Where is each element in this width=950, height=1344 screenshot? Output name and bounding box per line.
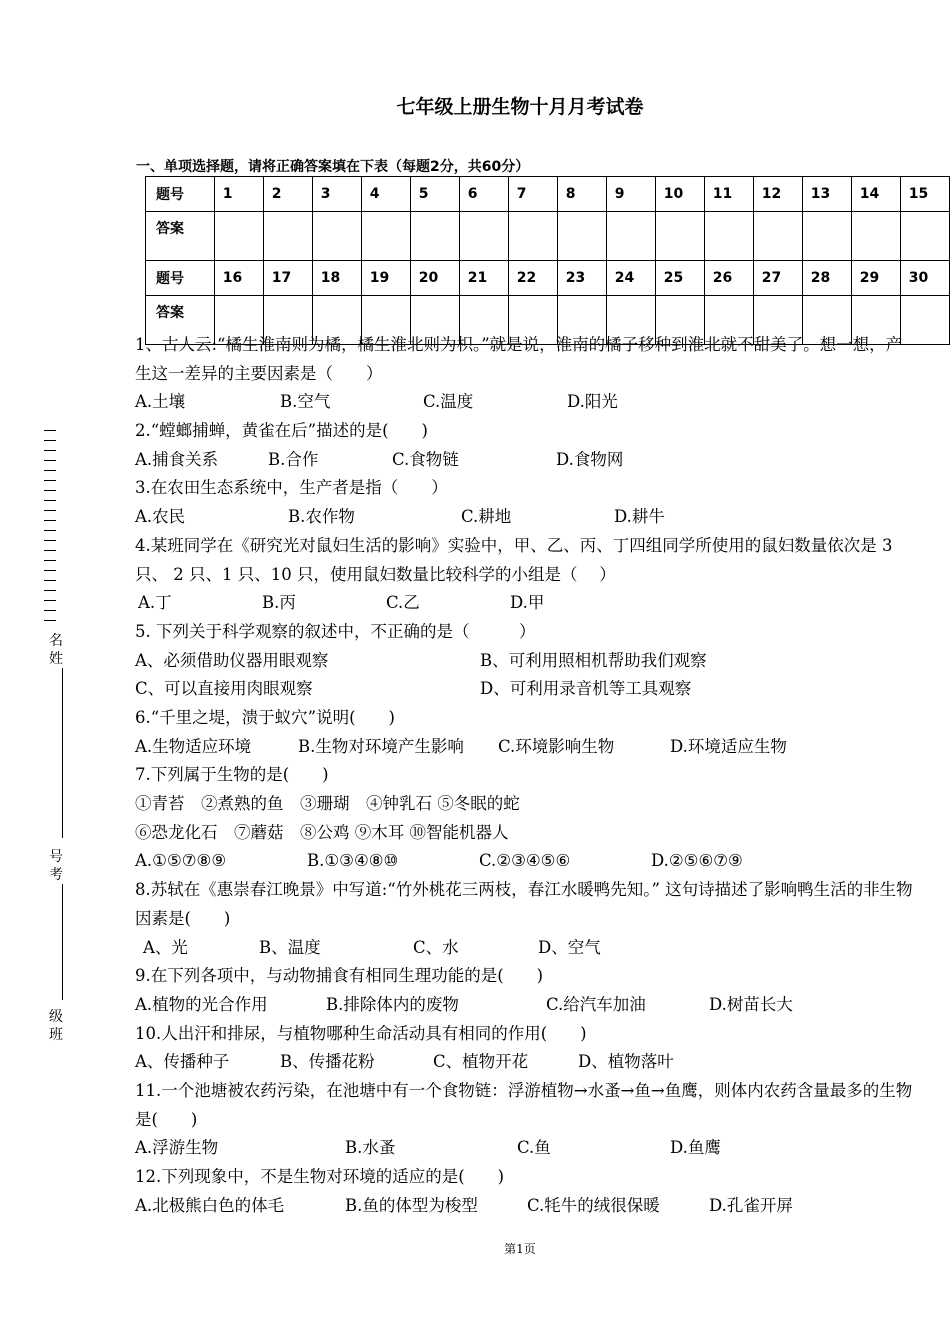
- question-1: 1、古人云:“橘生淮南则为橘，橘生淮北则为枳。”就是说，淮南的橘子移种到淮北就不甜美了。想一想，产生这一差异的主要因素是（ ）: [135, 335, 903, 383]
- option[interactable]: D.阳光: [567, 392, 618, 412]
- option[interactable]: C.鱼: [517, 1138, 551, 1158]
- option[interactable]: B.丙: [262, 593, 296, 613]
- option[interactable]: A.土壤: [135, 392, 186, 412]
- num-cell: 10: [655, 177, 704, 212]
- option[interactable]: B、温度: [259, 937, 321, 957]
- option[interactable]: C.牦牛的绒很保暖: [527, 1195, 660, 1215]
- answer-cell[interactable]: [361, 212, 410, 261]
- option[interactable]: B.空气: [280, 392, 331, 412]
- num-cell: 13: [802, 177, 851, 212]
- option[interactable]: D、可利用录音机等工具观察: [480, 679, 692, 699]
- table-row: [146, 261, 950, 296]
- num-cell: 4: [361, 177, 410, 212]
- answer-cell[interactable]: [606, 212, 655, 261]
- option[interactable]: A.丁: [138, 593, 172, 613]
- page-title: 七年级上册生物十月月考试卷: [396, 96, 644, 118]
- option[interactable]: C.乙: [386, 593, 420, 613]
- num-cell: 19: [361, 261, 410, 296]
- option[interactable]: B.水蚤: [345, 1138, 396, 1158]
- question-11: 11.一个池塘被农药污染，在池塘中有一个食物链：浮游植物→水蚤→鱼→鱼鹰，则体内农药含量最多的生物是( ): [135, 1080, 913, 1129]
- num-cell: 24: [606, 261, 655, 296]
- num-cell: 2: [263, 177, 312, 212]
- num-cell: 20: [410, 261, 459, 296]
- option[interactable]: D、植物落叶: [578, 1052, 674, 1072]
- question-6: 6.“千里之堤，溃于蚁穴”说明( ): [135, 708, 395, 727]
- question-4: 4.某班同学在《研究光对鼠妇生活的影响》实验中，甲、乙、丙、丁四组同学所使用的鼠妇数量依次是 3 只、 2 只、1 只、10 只，使用鼠妇数量比较科学的小组是（ ）: [135, 535, 893, 584]
- options-1: [135, 388, 915, 417]
- num-cell: 30: [900, 261, 949, 296]
- answer-cell[interactable]: [851, 212, 900, 261]
- answer-cell[interactable]: [557, 212, 606, 261]
- num-cell: 26: [704, 261, 753, 296]
- option[interactable]: C.给汽车加油: [546, 994, 646, 1014]
- option[interactable]: C.温度: [423, 392, 474, 412]
- option[interactable]: B.排除体内的废物: [326, 994, 459, 1014]
- num-cell: 8: [557, 177, 606, 212]
- option[interactable]: A.①⑤⑦⑧⑨: [135, 851, 227, 871]
- option[interactable]: B、可利用照相机帮助我们观察: [480, 650, 707, 670]
- num-cell: 12: [753, 177, 802, 212]
- options-12: [135, 1192, 915, 1221]
- option[interactable]: A.植物的光合作用: [135, 994, 268, 1014]
- num-cell: 7: [508, 177, 557, 212]
- options-8: [135, 934, 915, 963]
- num-cell: 16: [214, 261, 263, 296]
- option[interactable]: A.捕食关系: [135, 449, 219, 469]
- options-5a: [135, 647, 915, 676]
- answer-cell[interactable]: [263, 212, 312, 261]
- question-7: 7.下列属于生物的是( ): [135, 765, 329, 785]
- answer-cell[interactable]: [704, 212, 753, 261]
- option[interactable]: D.鱼鹰: [670, 1138, 721, 1158]
- table-row: [146, 212, 950, 261]
- answer-cell[interactable]: [900, 212, 949, 261]
- options-4: [135, 589, 915, 618]
- option[interactable]: D、空气: [538, 937, 601, 957]
- num-cell: 21: [459, 261, 508, 296]
- name-line: [62, 668, 63, 838]
- option[interactable]: B.生物对环境产生影响: [298, 736, 464, 756]
- options-6: [135, 733, 915, 762]
- option[interactable]: B.①③④⑧⑩: [307, 851, 399, 871]
- num-cell: 15: [900, 177, 949, 212]
- option[interactable]: B.合作: [268, 449, 319, 469]
- option[interactable]: D.环境适应生物: [670, 736, 787, 756]
- option[interactable]: A.北极熊白色的体毛: [135, 1195, 285, 1215]
- option[interactable]: D.食物网: [556, 449, 624, 469]
- table-row: [146, 177, 950, 212]
- option[interactable]: A.农民: [135, 507, 186, 527]
- option[interactable]: A.生物适应环境: [135, 736, 252, 756]
- question-2: 2.“螳螂捕蝉，黄雀在后”描述的是( ): [135, 421, 428, 441]
- options-5b: [135, 675, 915, 704]
- num-cell: 11: [704, 177, 753, 212]
- answer-cell[interactable]: [459, 212, 508, 261]
- header-cell: 答案: [146, 296, 215, 345]
- option[interactable]: C、植物开花: [433, 1052, 529, 1072]
- question-list: [135, 331, 915, 1220]
- option[interactable]: C.耕地: [461, 507, 512, 527]
- option[interactable]: A、光: [143, 937, 188, 957]
- section-heading: 一、单项选择题，请将正确答案填在下表（每题2分，共60分）: [136, 159, 530, 175]
- question-9: 9.在下列各项中，与动物捕食有相同生理功能的是( ): [135, 966, 544, 986]
- options-2: [135, 446, 915, 475]
- option[interactable]: D.耕牛: [614, 507, 665, 527]
- class-label: 级班: [49, 1009, 63, 1043]
- question-10: 10.人出汗和排尿，与植物哪种生命活动具有相同的作用( ): [135, 1023, 587, 1043]
- answer-cell[interactable]: [753, 212, 802, 261]
- option[interactable]: D.甲: [510, 593, 545, 613]
- question-3: 3.在农田生态系统中，生产者是指（ ）: [135, 478, 448, 498]
- question-8: 8.苏轼在《惠崇春江晚景》中写道:“竹外桃花三两枝，春江水暖鸭先知。” 这句诗描述了影响鸭生活的非生物因素是( ): [135, 880, 913, 928]
- num-cell: 29: [851, 261, 900, 296]
- options-9: [135, 991, 915, 1020]
- option[interactable]: C、水: [413, 937, 459, 957]
- answer-cell[interactable]: [508, 212, 557, 261]
- num-cell: 6: [459, 177, 508, 212]
- option[interactable]: B、传播花粉: [280, 1052, 375, 1072]
- num-cell: 18: [312, 261, 361, 296]
- options-11: [135, 1134, 915, 1163]
- num-cell: 3: [312, 177, 361, 212]
- num-cell: 14: [851, 177, 900, 212]
- cut-line: [44, 430, 58, 630]
- answer-cell[interactable]: [312, 212, 361, 261]
- question-5: 5. 下列关于科学观察的叙述中，不正确的是（ ）: [135, 621, 536, 641]
- options-10: [135, 1048, 915, 1077]
- option[interactable]: B.鱼的体型为梭型: [345, 1195, 478, 1215]
- num-cell: 5: [410, 177, 459, 212]
- options-7: [135, 847, 915, 876]
- header-cell: 答案: [146, 212, 215, 261]
- header-cell: 题号: [146, 177, 215, 212]
- answer-cell[interactable]: [410, 212, 459, 261]
- num-cell: 25: [655, 261, 704, 296]
- num-cell: 27: [753, 261, 802, 296]
- name-label: 名姓: [49, 633, 63, 667]
- question-7-items-2: ⑥恐龙化石 ⑦蘑菇 ⑧公鸡 ⑨木耳 ⑩智能机器人: [135, 822, 509, 842]
- option[interactable]: A、必须借助仪器用眼观察: [135, 650, 329, 670]
- option[interactable]: C.②③④⑤⑥: [479, 851, 571, 871]
- option[interactable]: C.环境影响生物: [498, 736, 615, 756]
- answer-cell[interactable]: [214, 212, 263, 261]
- num-cell: 23: [557, 261, 606, 296]
- page-number: 第1页: [504, 1242, 536, 1256]
- options-3: [135, 503, 915, 532]
- answer-cell[interactable]: [655, 212, 704, 261]
- option[interactable]: C.食物链: [392, 449, 459, 469]
- option[interactable]: D.②⑤⑥⑦⑨: [651, 851, 743, 871]
- exam-number-line: [62, 884, 63, 1000]
- option[interactable]: D.孔雀开屏: [709, 1195, 793, 1215]
- num-cell: 28: [802, 261, 851, 296]
- option[interactable]: B.农作物: [288, 507, 355, 527]
- option[interactable]: C、可以直接用肉眼观察: [135, 679, 313, 699]
- answer-cell[interactable]: [802, 212, 851, 261]
- option[interactable]: A.浮游生物: [135, 1138, 219, 1158]
- question-7-items-1: ①青苔 ②煮熟的鱼 ③珊瑚 ④钟乳石 ⑤冬眠的蛇: [135, 794, 520, 814]
- option[interactable]: D.树苗长大: [709, 994, 793, 1014]
- num-cell: 9: [606, 177, 655, 212]
- num-cell: 1: [214, 177, 263, 212]
- num-cell: 22: [508, 261, 557, 296]
- num-cell: 17: [263, 261, 312, 296]
- exam-number-label: 号考: [49, 849, 63, 883]
- header-cell: 题号: [146, 261, 215, 296]
- answer-table: [145, 176, 950, 345]
- option[interactable]: A、传播种子: [135, 1052, 230, 1072]
- question-12: 12.下列现象中，不是生物对环境的适应的是( ): [135, 1167, 505, 1187]
